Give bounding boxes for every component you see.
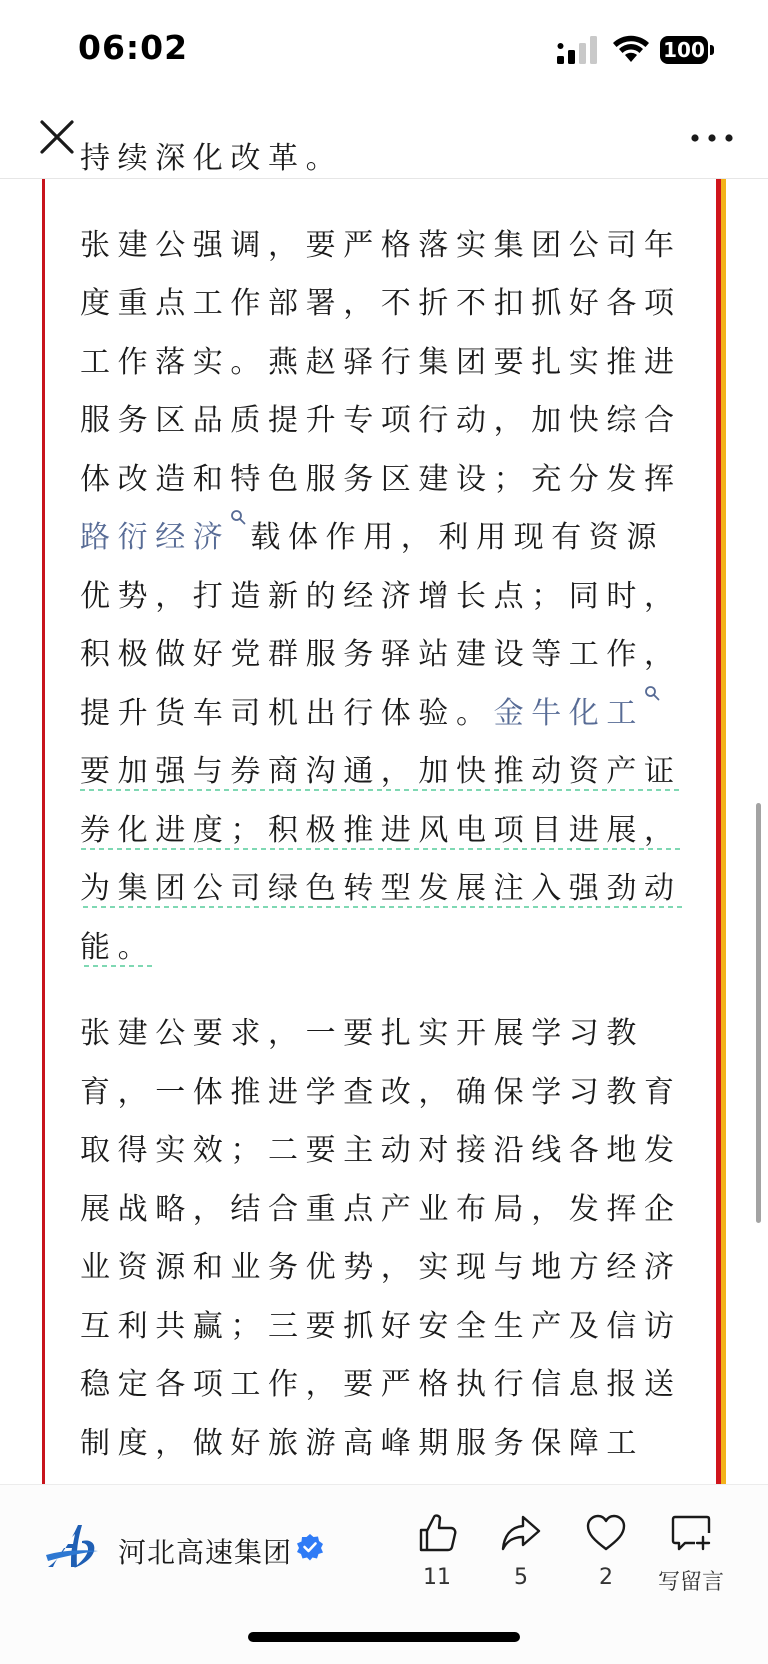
paragraph-1-text-a: 张建公强调，要严格落实集团公司年度重点工作部署，不折不扣抓好各项工作落实。燕赵驿行集团要扎实推进服务区品质提升专项行动，加快综合体改造和特色服务区建设；充分发挥 <box>80 227 682 497</box>
favorite-count: 2 <box>599 1565 613 1590</box>
keyword-link-luyan-jingji[interactable]: 路衍经济 <box>80 520 231 555</box>
like-count: 11 <box>423 1565 451 1590</box>
home-indicator[interactable] <box>248 1632 520 1642</box>
verified-badge-icon <box>296 1533 324 1561</box>
more-icon <box>686 114 738 162</box>
content-clip-edge <box>46 179 714 187</box>
article-partial-line: 持续深化改革。 <box>80 141 344 176</box>
frame-left-border <box>42 179 45 1484</box>
cellular-signal-icon <box>557 36 601 66</box>
highlighted-text[interactable]: 要加强与券商沟通，加快推动资产证券化进度；积极推进风电项目进展，为集团公司绿色转型发展注入强劲动能。 <box>80 754 682 965</box>
account-logo-icon <box>44 1521 100 1573</box>
comment-button[interactable] <box>651 1513 731 1613</box>
status-bar <box>0 0 768 100</box>
frame-right-border-gold <box>721 179 726 1484</box>
account-name: 河北高速集团 <box>118 1536 293 1569</box>
close-icon <box>34 114 82 162</box>
search-icon[interactable] <box>230 509 246 525</box>
battery-level: 100 <box>660 36 708 64</box>
keyword-link-jinniu-huagong[interactable]: 金牛化工 <box>493 695 645 731</box>
paragraph-1-text-b: 载体作用，利用现有资源优势，打造新的经济增长点；同时，积极做好党群服务驿站建设等工作，提升货车司机出行体验。 <box>80 520 682 731</box>
share-count: 5 <box>514 1565 528 1590</box>
comment-label: 写留言 <box>657 1570 724 1595</box>
comment-icon <box>669 1513 713 1553</box>
battery-tip <box>710 45 714 55</box>
favorite-icon <box>584 1513 628 1553</box>
share-icon <box>499 1513 543 1553</box>
status-time: 06:02 <box>78 28 189 67</box>
like-icon <box>415 1513 459 1553</box>
wifi-icon <box>612 34 650 64</box>
article-paragraph-1 <box>80 217 684 978</box>
favorite-button[interactable] <box>566 1513 646 1613</box>
article-paragraph-2: 张建公要求，一要扎实开展学习教育，一体推进学查改，确保学习教育取得实效；二要主动对接沿线各地发展战略，结合重点产业布局，发挥企业资源和业务优势，实现与地方经济互利共赢；三要抓好安全生产及信访稳定各项工作，要严格执行信息报送制度，做好旅游高峰期服务保障工 <box>80 1016 682 1461</box>
search-icon[interactable] <box>644 685 660 701</box>
close-button[interactable] <box>34 114 82 162</box>
like-button[interactable] <box>397 1513 477 1613</box>
article-body <box>80 130 684 1484</box>
battery-indicator <box>660 36 714 64</box>
scrollbar-thumb[interactable] <box>756 803 761 1223</box>
share-button[interactable] <box>481 1513 561 1613</box>
more-button[interactable] <box>686 114 738 162</box>
